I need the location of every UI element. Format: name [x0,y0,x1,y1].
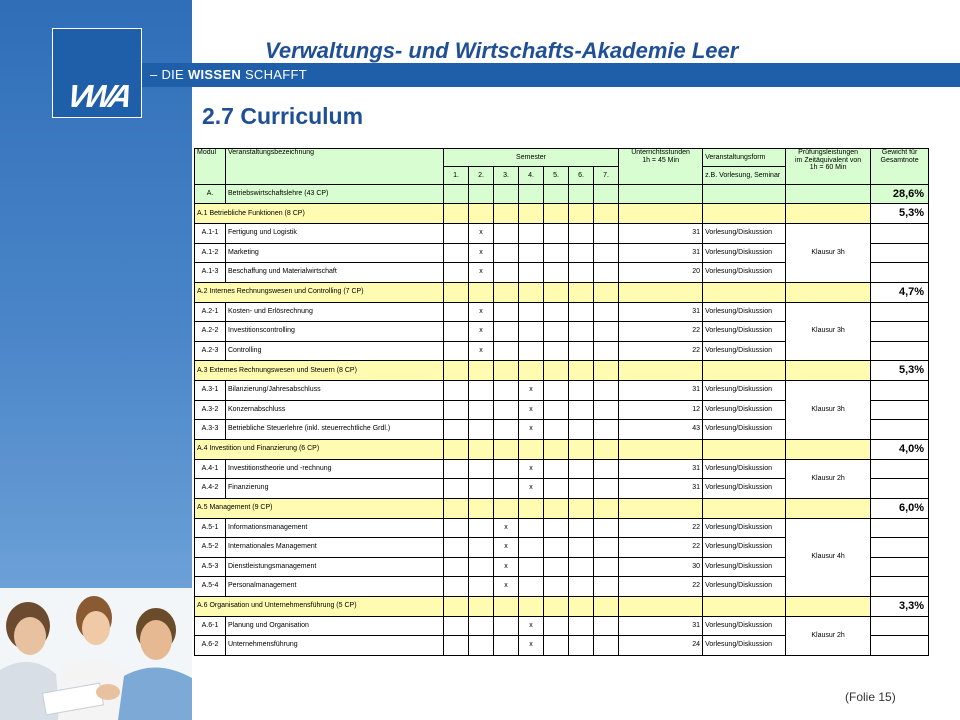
course-form: Vorlesung/Diskussion [703,243,786,263]
main-module-row [195,185,929,204]
course-form: Vorlesung/Diskussion [703,302,786,322]
students-photo [0,588,192,720]
module-name: Betriebliche Steuerlehre (inkl. steuerrechtliche Grdl.) [226,420,444,440]
semester-mark: x [519,400,544,420]
pruef-line3: 1h = 60 Min [809,164,847,172]
course-form: Vorlesung/Diskussion [703,577,786,597]
ue-line1: Unterrichtsstunden [631,149,690,156]
course-form: Vorlesung/Diskussion [703,341,786,361]
teaching-hours: 20 [619,263,703,283]
table-row [195,381,929,401]
module-name: Investitionstheorie und -rechnung [226,459,444,479]
course-form: Vorlesung/Diskussion [703,538,786,558]
module-name: Internationales Management [226,538,444,558]
teaching-hours: 31 [619,479,703,499]
course-form: Vorlesung/Diskussion [703,479,786,499]
semester-mark: x [519,479,544,499]
slide-number: (Folie 15) [845,690,896,704]
module-code: A.5-4 [195,577,226,597]
module-code: A.5-1 [195,518,226,538]
table-row [195,518,929,538]
teaching-hours: 22 [619,341,703,361]
module-name: Marketing [226,243,444,263]
teaching-hours: 22 [619,518,703,538]
exam-cell: Klausur 3h [786,302,871,361]
tagline-bold: WISSEN [187,67,242,82]
module-name: Finanzierung [226,479,444,499]
module-name: Personalmanagement [226,577,444,597]
semester-mark: x [469,341,494,361]
teaching-hours: 30 [619,557,703,577]
semester-mark: x [519,636,544,656]
module-name: Kosten- und Erlösrechnung [226,302,444,322]
sem-6: 6. [569,167,594,185]
table-row [195,224,929,244]
module-code: A.1-1 [195,224,226,244]
module-code: A.3-2 [195,400,226,420]
teaching-hours: 22 [619,322,703,342]
pruef-line1: Prüfungsleistungen [798,149,859,156]
course-form: Vorlesung/Diskussion [703,636,786,656]
semester-mark: x [519,616,544,636]
col-header-semester: Semester [444,149,619,167]
gewicht-line1: Gewicht für [881,149,918,156]
group-title: A.3 Externes Rechnungswesen und Steuern (8 CP) [195,361,444,381]
module-name: Bilanzierung/Jahresabschluss [226,381,444,401]
ue-line2: 1h = 45 Min [642,156,679,164]
sem-4: 4. [519,167,544,185]
sem-2: 2. [469,167,494,185]
teaching-hours: 31 [619,616,703,636]
group-weight: 4,7% [871,282,929,302]
group-row [195,439,929,459]
semester-mark: x [494,577,519,597]
module-name: Konzernabschluss [226,400,444,420]
curriculum-table [194,148,929,656]
col-header-modul: Modul [195,149,226,185]
table-row [195,616,929,636]
group-weight: 5,3% [871,204,929,224]
module-code: A.4-1 [195,459,226,479]
module-name: Planung und Organisation [226,616,444,636]
semester-mark: x [494,518,519,538]
group-weight: 3,3% [871,596,929,616]
course-form: Vorlesung/Diskussion [703,616,786,636]
module-code: A.3-1 [195,381,226,401]
module-code: A.2-2 [195,322,226,342]
module-code: A.5-2 [195,538,226,558]
module-code: A.4-2 [195,479,226,499]
course-form: Vorlesung/Diskussion [703,557,786,577]
module-name: Unternehmensführung [226,636,444,656]
table-row [195,302,929,322]
curriculum-body [195,149,929,656]
module-code: A.2-1 [195,302,226,322]
teaching-hours: 31 [619,243,703,263]
course-form: Vorlesung/Diskussion [703,420,786,440]
group-row [195,498,929,518]
col-header-gewicht [871,149,929,185]
semester-mark: x [469,224,494,244]
gewicht-line2: Gesamtnote [880,156,919,164]
teaching-hours: 43 [619,420,703,440]
course-form: Vorlesung/Diskussion [703,224,786,244]
group-title: A.5 Management (9 CP) [195,498,444,518]
semester-mark: x [469,302,494,322]
page-title: 2.7 Curriculum [202,103,364,129]
semester-mark: x [519,420,544,440]
semester-mark: x [494,538,519,558]
tagline [150,67,307,82]
module-code: A.3-3 [195,420,226,440]
col-header-veranstaltung: Veranstaltungsbezeichnung [226,149,444,185]
exam-cell: Klausur 3h [786,224,871,283]
group-title: A.1 Betriebliche Funktionen (8 CP) [195,204,444,224]
form-example: z.B. Vorlesung, Seminar [703,167,786,185]
main-module-weight: 28,6% [871,185,929,204]
exam-cell: Klausur 2h [786,459,871,498]
module-name: Beschaffung und Materialwirtschaft [226,263,444,283]
module-name: Controlling [226,341,444,361]
teaching-hours: 31 [619,302,703,322]
teaching-hours: 24 [619,636,703,656]
semester-mark: x [494,557,519,577]
group-row [195,361,929,381]
students-photo-image [0,588,192,720]
exam-cell: Klausur 2h [786,616,871,655]
teaching-hours: 31 [619,381,703,401]
semester-mark: x [469,243,494,263]
pruef-line2: im Zeitäquivalent von [795,156,862,164]
group-row [195,596,929,616]
sem-3: 3. [494,167,519,185]
group-row [195,282,929,302]
group-row [195,204,929,224]
course-form: Vorlesung/Diskussion [703,400,786,420]
tagline-suffix: SCHAFFT [244,67,307,82]
exam-cell: Klausur 4h [786,518,871,596]
sem-1: 1. [444,167,469,185]
course-form: Vorlesung/Diskussion [703,518,786,538]
course-form: Vorlesung/Diskussion [703,381,786,401]
module-code: A.2-3 [195,341,226,361]
tagline-prefix: – DIE [150,67,185,82]
semester-mark: x [469,263,494,283]
teaching-hours: 22 [619,577,703,597]
group-weight: 4,0% [871,439,929,459]
module-code: A.6-1 [195,616,226,636]
course-form: Vorlesung/Diskussion [703,263,786,283]
col-header-pruefung [786,149,871,185]
module-name: Informationsmanagement [226,518,444,538]
course-form: Vorlesung/Diskussion [703,459,786,479]
exam-cell: Klausur 3h [786,381,871,440]
main-module-code: A. [195,185,226,204]
teaching-hours: 31 [619,459,703,479]
module-name: Fertigung und Logistik [226,224,444,244]
header-row [195,149,929,167]
col-header-unterrichtsstunden [619,149,703,185]
group-weight: 5,3% [871,361,929,381]
group-title: A.6 Organisation und Unternehmensführung (5 CP) [195,596,444,616]
academy-title: Verwaltungs- und Wirtschafts-Akademie Leer [265,38,739,63]
logo-text: VWA [63,78,133,114]
module-code: A.6-2 [195,636,226,656]
teaching-hours: 31 [619,224,703,244]
main-module-name: Betriebswirtschaftslehre (43 CP) [226,185,444,204]
group-title: A.2 Internes Rechnungswesen und Controlling (7 CP) [195,282,444,302]
group-weight: 6,0% [871,498,929,518]
semester-mark: x [519,381,544,401]
semester-mark: x [519,459,544,479]
sem-5: 5. [544,167,569,185]
col-header-form: Veranstaltungsform [703,149,786,167]
teaching-hours: 22 [619,538,703,558]
module-code: A.5-3 [195,557,226,577]
group-title: A.4 Investition und Finanzierung (6 CP) [195,439,444,459]
module-code: A.1-2 [195,243,226,263]
tagline-band [142,63,960,87]
course-form: Vorlesung/Diskussion [703,322,786,342]
vwa-logo [52,28,142,118]
module-code: A.1-3 [195,263,226,283]
table-row [195,459,929,479]
sem-7: 7. [594,167,619,185]
module-name: Dienstleistungsmanagement [226,557,444,577]
semester-mark: x [469,322,494,342]
teaching-hours: 12 [619,400,703,420]
module-name: Investitionscontrolling [226,322,444,342]
